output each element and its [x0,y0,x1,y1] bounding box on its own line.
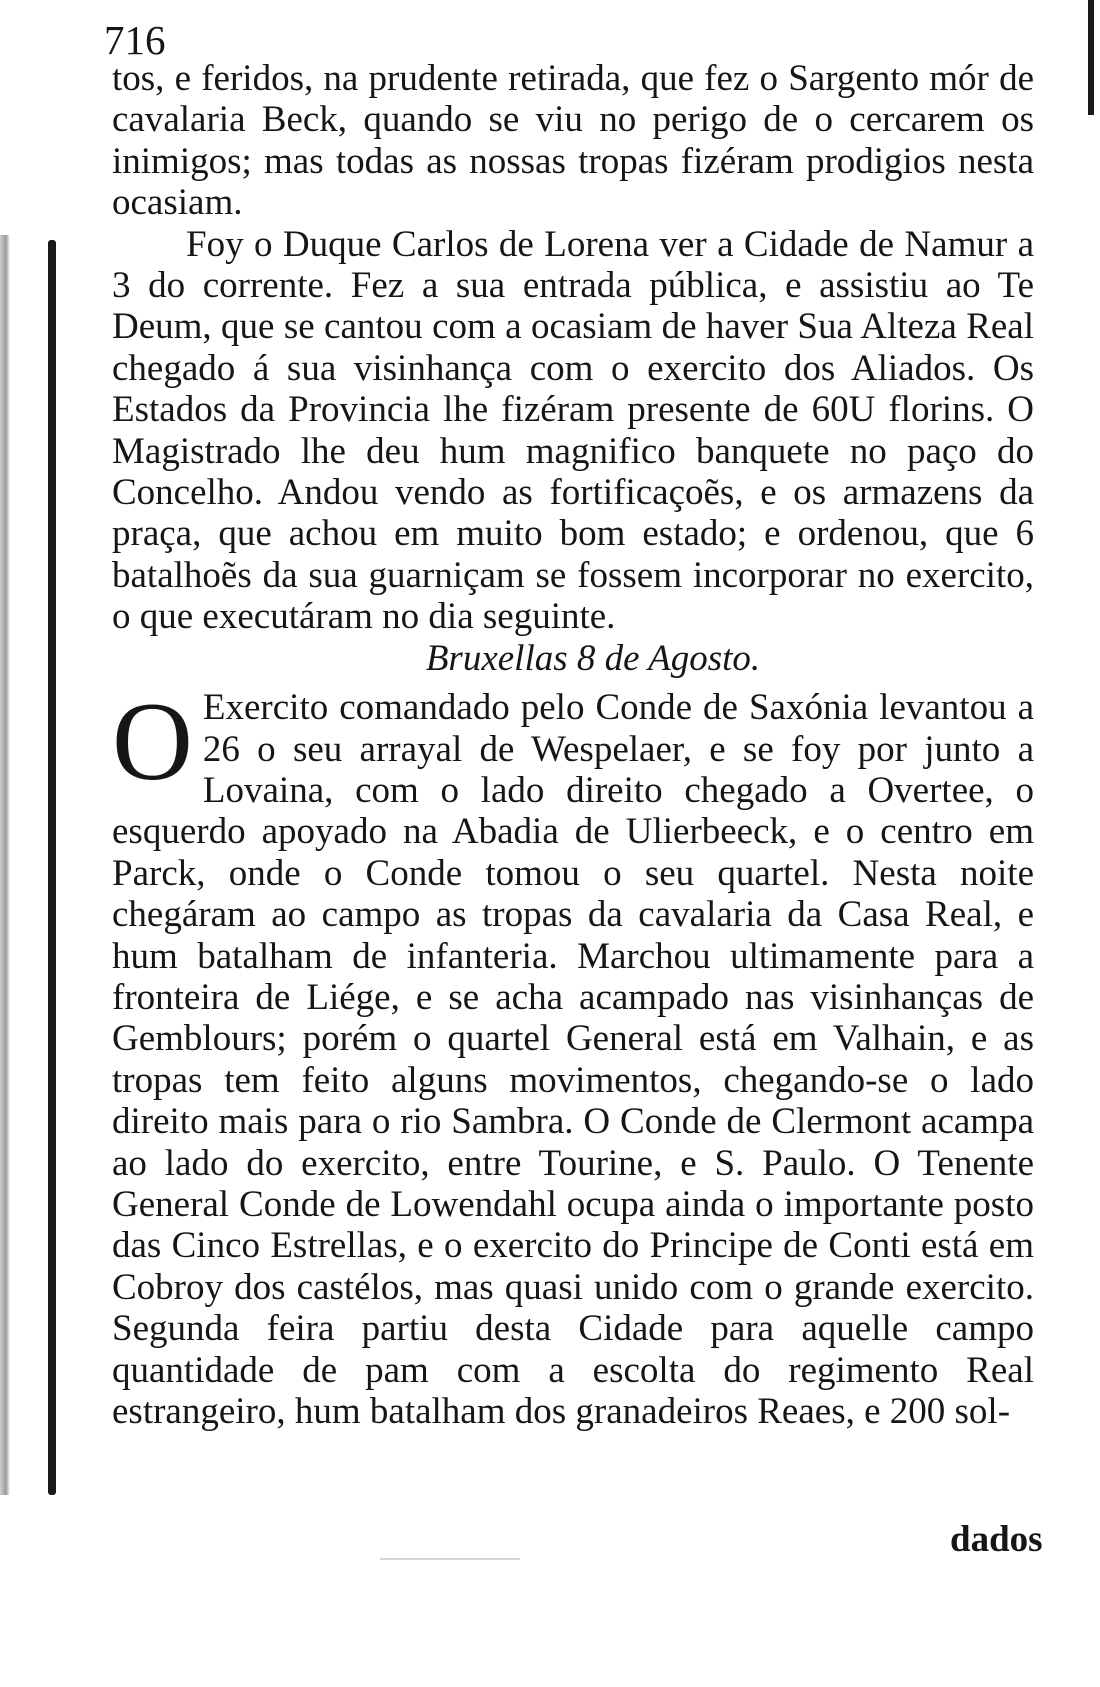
paragraph-namur: Foy o Duque Carlos de Lorena ver a Cidade de Namur a 3 do corrente. Fez a sua entrada pública, e assistiu ao Te Deum, que se cantou com a ocasiam de haver Sua Alteza Real chegado á sua visinhança com o exercito dos Aliados. Os Estados da Provincia lhe fizéram presente de 60U florins. O Magistrado lhe deu hum magnifico banquete no paço do Concelho. Andou vendo as fortificaçoẽs, e os armazens da praça, que achou em muito bom estado; e ordenou, que 6 batalhoẽs da sua guarniçam se fossem incorporar no exercito, o que executáram no dia seguinte. [112,223,1034,638]
article-bruxellas [112,680,1034,1432]
page-text [112,58,1034,1432]
paragraph-exercito: Exercito comandado pelo Conde de Saxónia levantou a 26 o seu arrayal de Wespelaer, e se foy por junto a Lovaina, com o lado direito chegado a Overtee, o esquerdo apoyado na Abadia de Ulierbeeck, e o centro em Parck, onde o Conde tomou o seu quartel. Nesta noite chegáram ao campo as tropas da cavalaria da Casa Real, e hum batalham de infanteria. Marchou ultimamente para a fronteira de Liége, e se acha acampado nas visinhanças de Gemblours; porém o quartel General está em Valhain, e as tropas tem feito alguns movimentos, chegando-se o lado direito mais para o rio Sambra. O Conde de Clermont acampa ao lado do exercito, entre Tourine, e S. Paulo. O Tenente General Conde de Lowendahl ocupa ainda o importante posto das Cinco Estrellas, e o exercito do Principe de Conti está em Cobroy dos castélos, mas quasi unido com o grande exercito. Segunda feira partiu desta Cidade para aquelle campo quantidade de pam com a escolta do regimento Real estrangeiro, hum batalham dos granadeiros Reaes, e 200 sol- [112,687,1034,1432]
catchword: dados [950,1519,1043,1560]
paragraph-continued: tos, e feridos, na prudente retirada, que fez o Sargento mór de cavalaria Beck, quando se viu no perigo de o cercarem os inimigos; mas todas as nossas tropas fizéram prodigios nesta ocasiam. [112,58,1034,224]
page-left-edge-shadow [0,235,10,1495]
spine-rule [48,240,56,1495]
right-margin-rule [1088,0,1094,115]
page-number: 716 [104,17,166,63]
bottom-ink-mark [380,1558,520,1560]
dateline-bruxellas: Bruxellas 8 de Agosto. [425,637,761,679]
drop-cap: O [112,680,193,805]
